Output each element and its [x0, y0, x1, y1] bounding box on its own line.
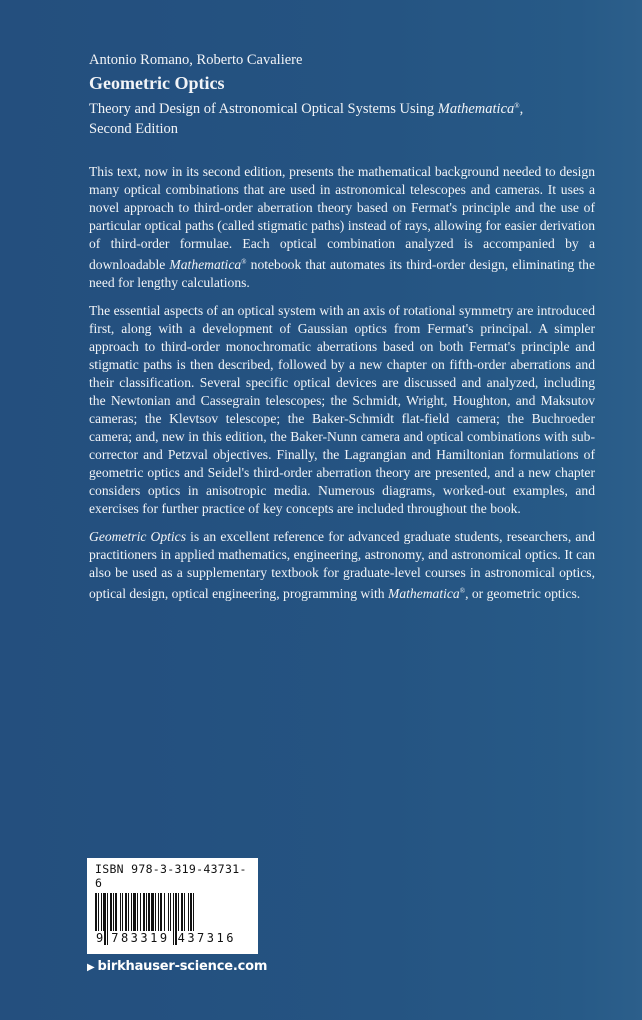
authors: Antonio Romano, Roberto Cavaliere — [89, 52, 303, 68]
subtitle-mathematica: Mathematica — [437, 101, 515, 117]
book-subtitle — [89, 96, 609, 139]
subtitle-comma: , — [519, 101, 524, 117]
barcode-first-digit: 9 — [96, 931, 104, 945]
subtitle-text: Theory and Design of Astronomical Optical Systems Using — [89, 101, 438, 117]
play-arrow-icon: ▶ — [87, 962, 95, 973]
isbn-barcode — [87, 858, 258, 954]
barcode-right-digits: 437316 — [177, 931, 236, 945]
paragraph-1-text-end: notebook that automates its third-order design, eliminating the need for lengthy calculations. — [89, 257, 595, 290]
book-title: Geometric Optics — [89, 73, 225, 93]
paragraph-1 — [89, 163, 595, 292]
registered-mark: ® — [459, 587, 466, 595]
barcode-left-digits: 783319 — [111, 931, 170, 945]
website-url: birkhauser-science.com — [97, 959, 268, 974]
paragraph-1-text: This text, now in its second edition, presents the mathematical background needed to design many optical combinations that are used in astronomical telescopes and cameras. It uses a novel approach to third-order aberration theory based on Fermat's principle and the use of particular optical paths (called stigmatic paths) instead of rays, allowing for easier derivation of third-order formulae. Each optical combination analyzed is accompanied by a downloadable — [89, 164, 595, 272]
geometric-optics-italic: Geometric Optics — [89, 529, 187, 544]
paragraph-3-text-end: , or geometric optics. — [465, 586, 581, 601]
blurb — [89, 163, 595, 613]
paragraph-3 — [89, 528, 595, 603]
mathematica-italic: Mathematica — [388, 586, 460, 601]
barcode-digits — [95, 931, 250, 945]
publisher-link[interactable] — [87, 959, 267, 974]
paragraph-2: The essential aspects of an optical system with an axis of rotational symmetry are introduced first, along with a development of Gaussian optics from Fermat's principal. A simpler approach to third-order monochromatic aberrations based on both Fermat's principle and stigmatic paths is then described, followed by a new chapter on fifth-order aberrations and their classification. Several specific optical devices are discussed and analyzed, including the Newtonian and Cassegrain telescopes; the Schmidt, Wright, Houghton, and Maksutov cameras; the Klevtsov telescope; the Baker-Schmidt flat-field camera; the Buchroeder camera; and, new in this edition, the Baker-Nunn camera and optical combinations with sub-corrector and Petzval objectives. Finally, the Lagrangian and Hamiltonian formulations of geometric optics and Seidel's third-order aberration theory are presented, and a new chapter considers optics in anisotropic media. Numerous diagrams, worked-out examples, and exercises for further practice of key concepts are included throughout the book. — [89, 303, 595, 516]
registered-mark: ® — [241, 258, 247, 266]
mathematica-italic: Mathematica — [169, 257, 242, 272]
book-header — [89, 51, 609, 139]
edition: Second Edition — [89, 121, 179, 137]
paragraph-3-text: is an excellent reference for advanced graduate students, researchers, and practitioners in applied mathematics, engineering, astronomy, and astronomical optics. It can also be used as a supplementary textbook for graduate-level courses in astronomical optics, optical design, optical engineering, programming with — [89, 529, 596, 601]
registered-mark: ® — [514, 102, 520, 110]
isbn-label: ISBN 978-3-319-43731-6 — [95, 862, 247, 890]
